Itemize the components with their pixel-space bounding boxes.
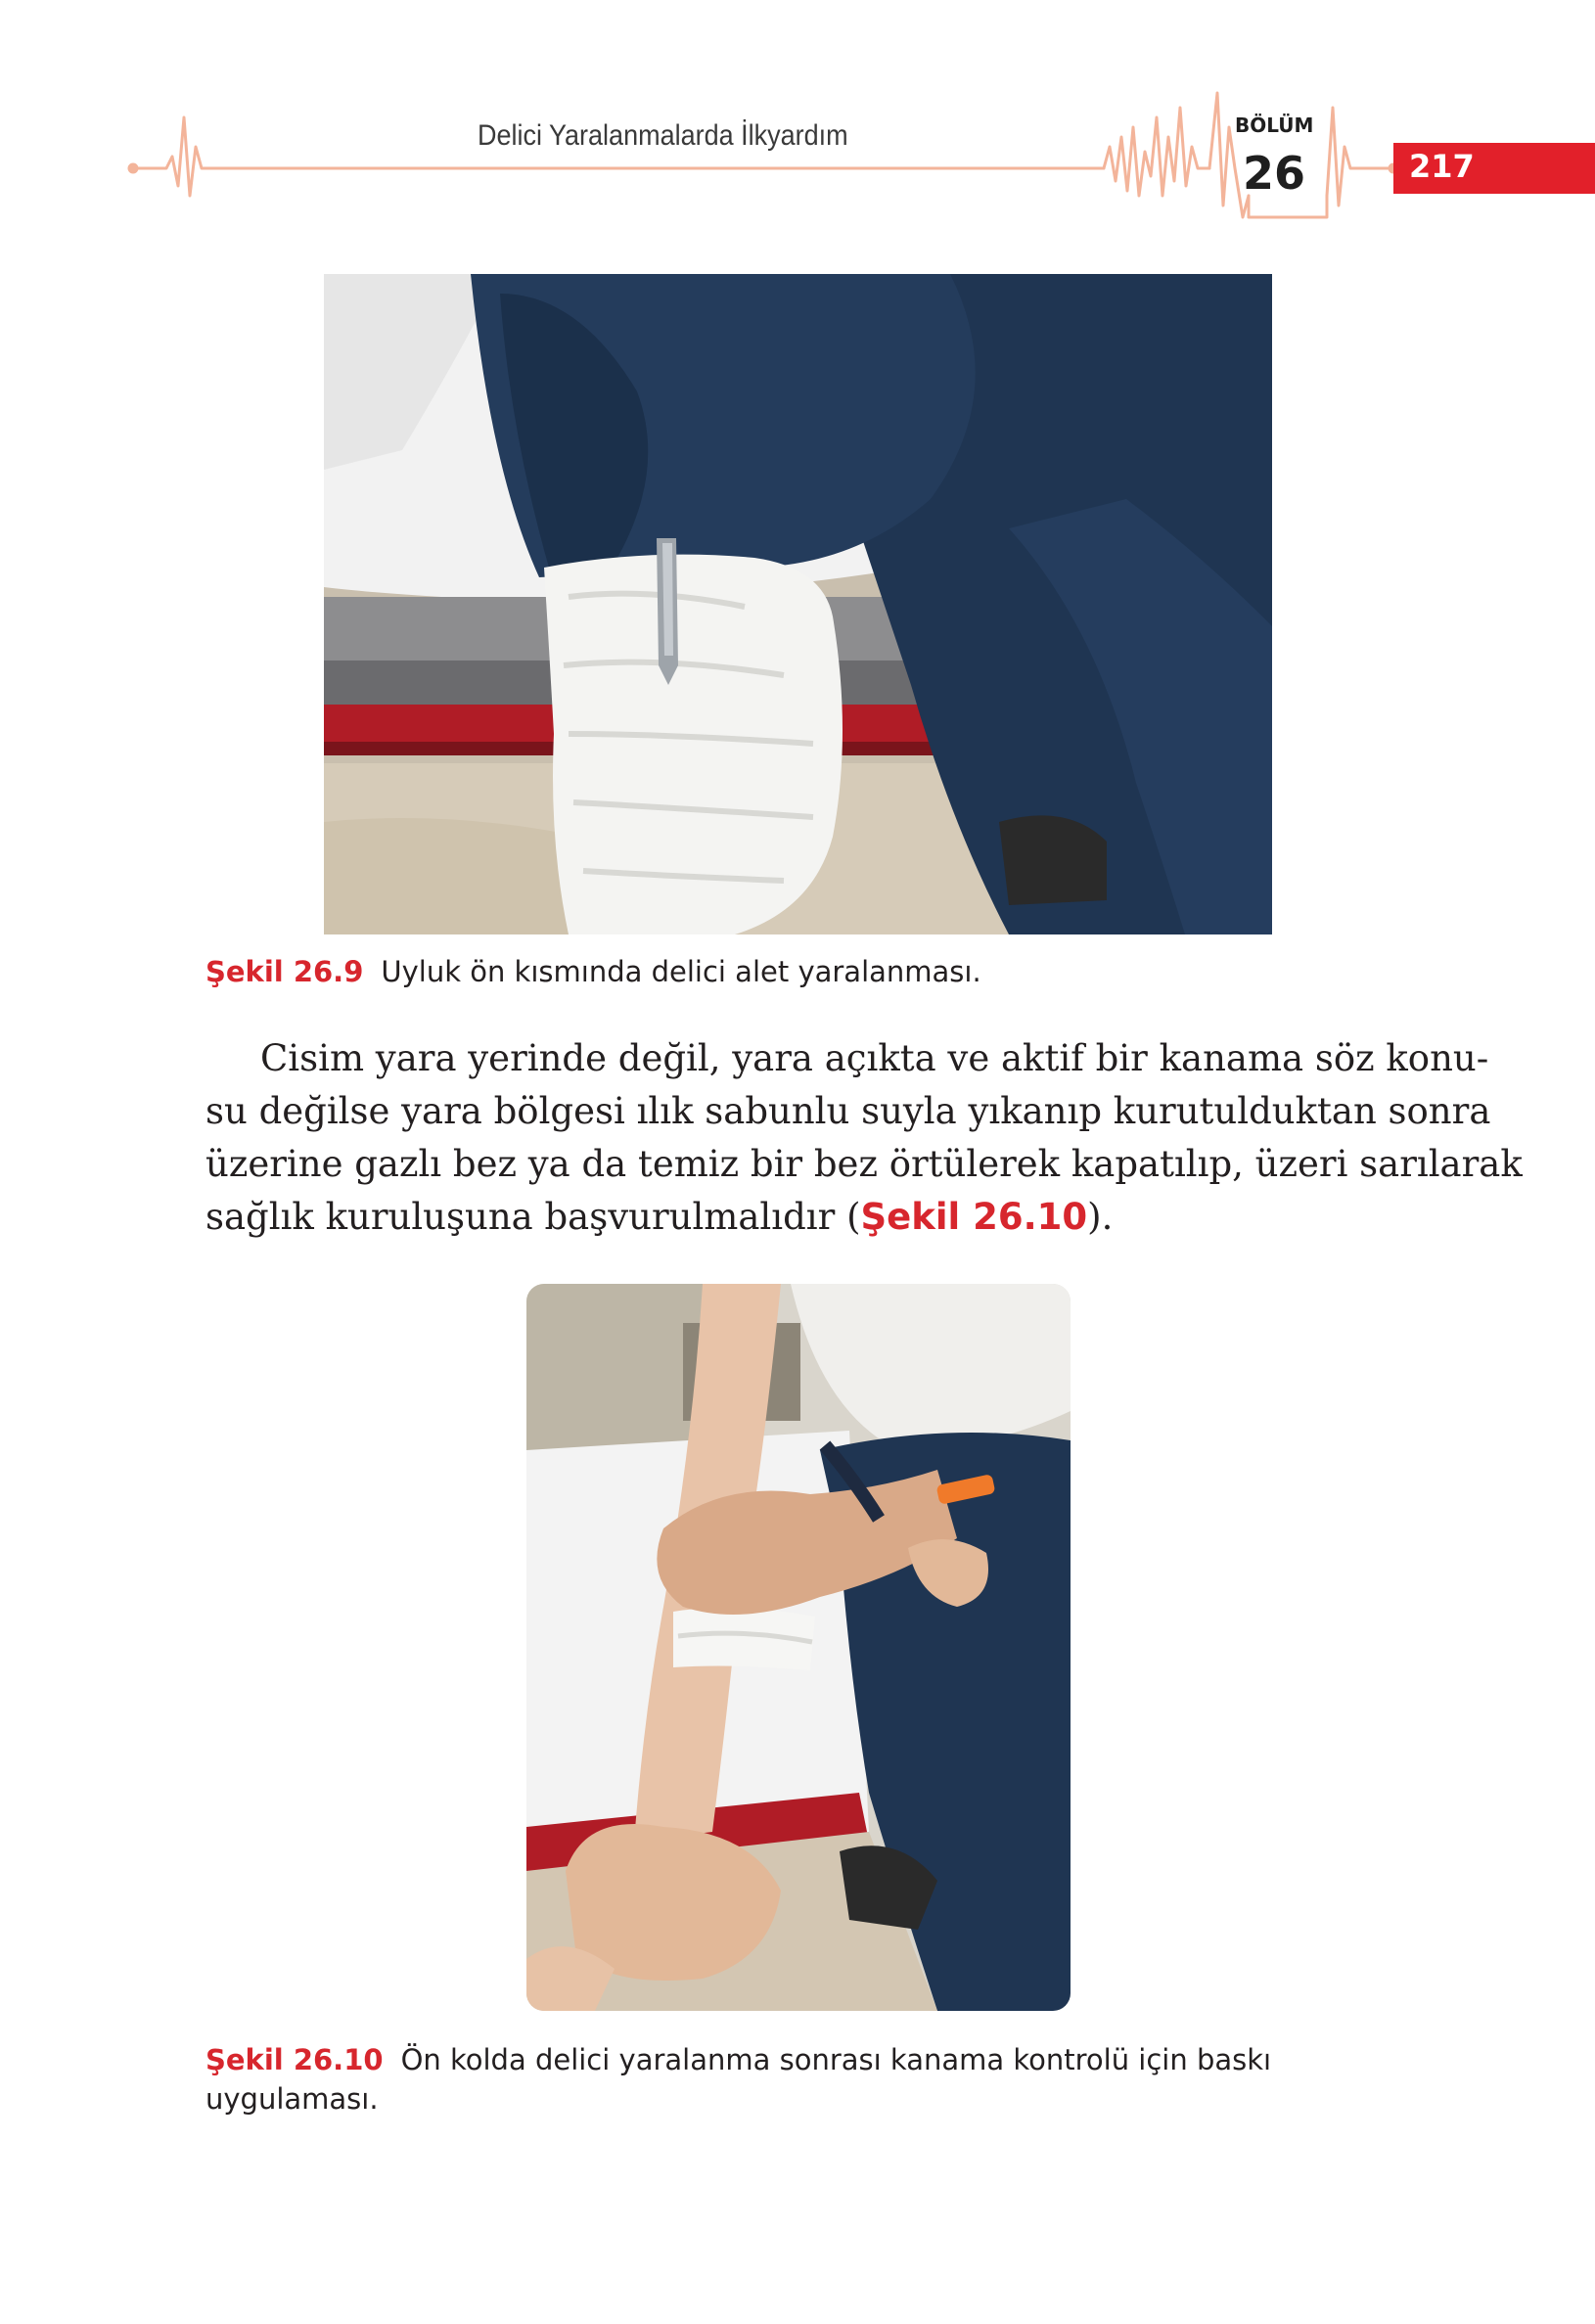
thigh-wound-photo (324, 274, 1272, 934)
figure-reference-link[interactable]: Şekil 26.10 (860, 1196, 1088, 1238)
running-title: Delici Yaralanmalarda İlkyardım (478, 119, 848, 152)
figure-26-9-caption (205, 952, 1380, 991)
body-line-4-end: ). (1087, 1196, 1114, 1238)
chapter-number: 26 (1242, 147, 1305, 200)
forearm-pressure-photo (526, 1284, 1071, 2011)
body-line-3: üzerine gazlı bez ya da temiz bir bez örtülerek kapatılıp, üzeri sarılarak (205, 1143, 1523, 1185)
figure-26-10-text: Ön kolda delici yaralanma sonrası kanama kontrolü için baskı uygulaması. (205, 2043, 1272, 2116)
header-ecg-line (0, 0, 1595, 235)
body-line-2: su değilse yara bölgesi ılık sabunlu suyla yıkanıp kurutulduktan sonra (205, 1090, 1491, 1132)
body-line-4-text: sağlık kuruluşuna başvurulmalıdır ( (205, 1196, 861, 1238)
figure-26-10-number: Şekil 26.10 (205, 2043, 384, 2076)
figure-26-9-text: Uyluk ön kısmında delici alet yaralanması. (381, 955, 981, 988)
body-line-4 (205, 1191, 1391, 1244)
chapter-label: BÖLÜM (1235, 114, 1314, 137)
body-paragraph (205, 1032, 1523, 1244)
page-number: 217 (1409, 148, 1475, 185)
figure-26-9-number: Şekil 26.9 (205, 955, 364, 988)
body-line-1: Cisim yara yerinde değil, yara açıkta ve aktif bir kanama söz konu- (260, 1037, 1489, 1079)
figure-26-10-caption (205, 2040, 1282, 2119)
